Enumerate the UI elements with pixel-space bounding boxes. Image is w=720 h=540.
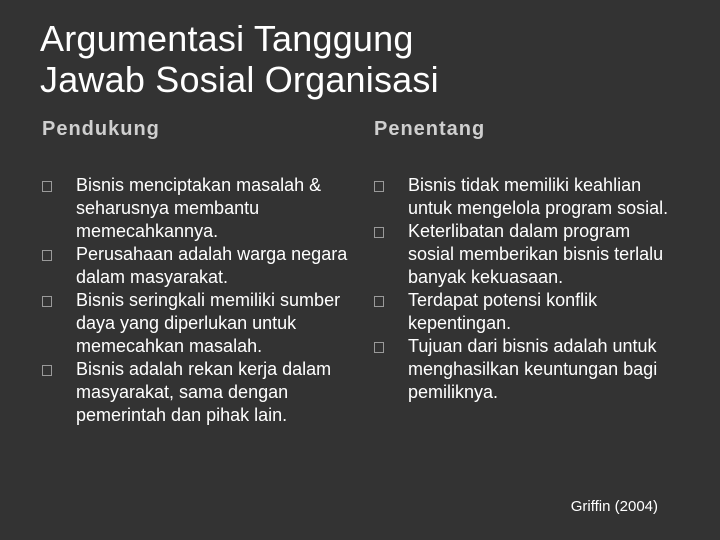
list-item-text: Keterlibatan dalam program sosial memberikan bisnis terlalu banyak kekuasaan. [408, 221, 664, 287]
list-item [374, 220, 674, 289]
list-item [374, 335, 674, 404]
pendukung-list [42, 174, 362, 427]
list-item [42, 243, 362, 289]
checkbox-bullet-icon [42, 250, 52, 261]
list-item-text: Bisnis adalah rekan kerja dalam masyarakat, sama dengan pemerintah dan pihak lain. [76, 359, 332, 425]
slide-title-line-2: Jawab Sosial Organisasi [40, 59, 439, 101]
slide-title [40, 18, 680, 101]
list-item [374, 174, 674, 220]
penentang-column [374, 118, 674, 404]
checkbox-bullet-icon [374, 227, 384, 238]
checkbox-bullet-icon [42, 365, 52, 376]
list-item-text: Bisnis seringkali memiliki sumber daya yang diperlukan untuk memecahkan masalah. [76, 290, 341, 356]
checkbox-bullet-icon [374, 181, 384, 192]
list-item-text: Bisnis tidak memiliki keahlian untuk mengelola program sosial. [408, 175, 669, 218]
list-item-text: Terdapat potensi konflik kepentingan. [408, 290, 598, 333]
list-item [42, 358, 362, 427]
checkbox-bullet-icon [374, 342, 384, 353]
pendukung-heading: Pendukung [42, 118, 160, 140]
list-item-text: Bisnis menciptakan masalah & seharusnya membantu memecahkannya. [76, 175, 322, 241]
citation: Griffin (2004) [570, 498, 658, 515]
list-item [42, 289, 362, 358]
pendukung-column [42, 118, 362, 427]
list-item [374, 289, 674, 335]
checkbox-bullet-icon [374, 296, 384, 307]
checkbox-bullet-icon [42, 181, 52, 192]
list-item-text: Tujuan dari bisnis adalah untuk menghasilkan keuntungan bagi pemiliknya. [408, 336, 658, 402]
slide-title-line-1: Argumentasi Tanggung [40, 18, 414, 59]
list-item-text: Perusahaan adalah warga negara dalam masyarakat. [76, 244, 348, 287]
list-item [42, 174, 362, 243]
penentang-heading: Penentang [374, 118, 486, 140]
penentang-list [374, 174, 674, 404]
checkbox-bullet-icon [42, 296, 52, 307]
